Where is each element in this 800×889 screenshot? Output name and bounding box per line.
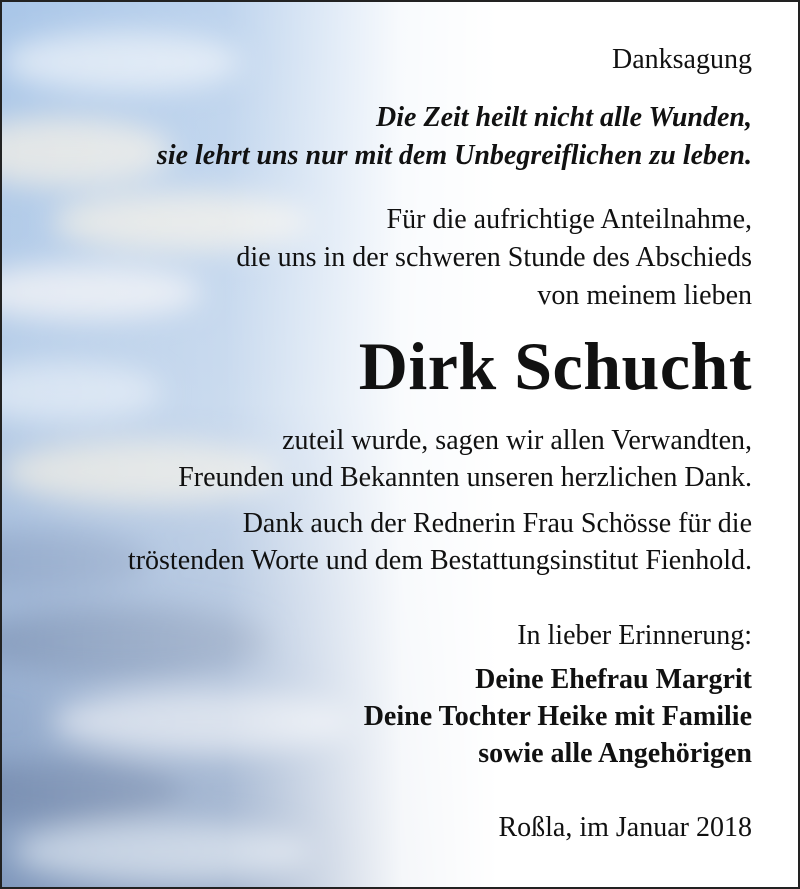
thanks-extra-line-1: Dank auch der Rednerin Frau Schösse für die xyxy=(242,508,752,539)
intro-line-2: die uns in der schweren Stunde des Abschieds xyxy=(236,242,752,273)
intro-line-1: Für die aufrichtige Anteilnahme, xyxy=(386,204,752,235)
closing: In lieber Erinnerung: xyxy=(517,620,752,651)
thanks-extra-line-2: tröstenden Worte und dem Bestattungsinstitut Fienhold. xyxy=(127,545,752,576)
thanks-line-1: zuteil wurde, sagen wir allen Verwandten, xyxy=(282,425,752,456)
heading: Danksagung xyxy=(612,44,752,75)
quote-line-2: sie lehrt uns nur mit dem Unbegreiflichen zu leben. xyxy=(156,140,752,171)
place-date: Roßla, im Januar 2018 xyxy=(498,812,752,843)
signatory-1: Deine Ehefrau Margrit xyxy=(475,664,752,695)
signatory-2: Deine Tochter Heike mit Familie xyxy=(363,701,752,732)
thanks-line-2: Freunden und Bekannten unseren herzlichen Dank. xyxy=(178,462,752,493)
quote-line-1: Die Zeit heilt nicht alle Wunden, xyxy=(376,102,752,133)
intro-line-3: von meinem lieben xyxy=(537,280,752,311)
signatory-3: sowie alle Angehörigen xyxy=(478,738,752,769)
deceased-name: Dirk Schucht xyxy=(358,328,752,404)
